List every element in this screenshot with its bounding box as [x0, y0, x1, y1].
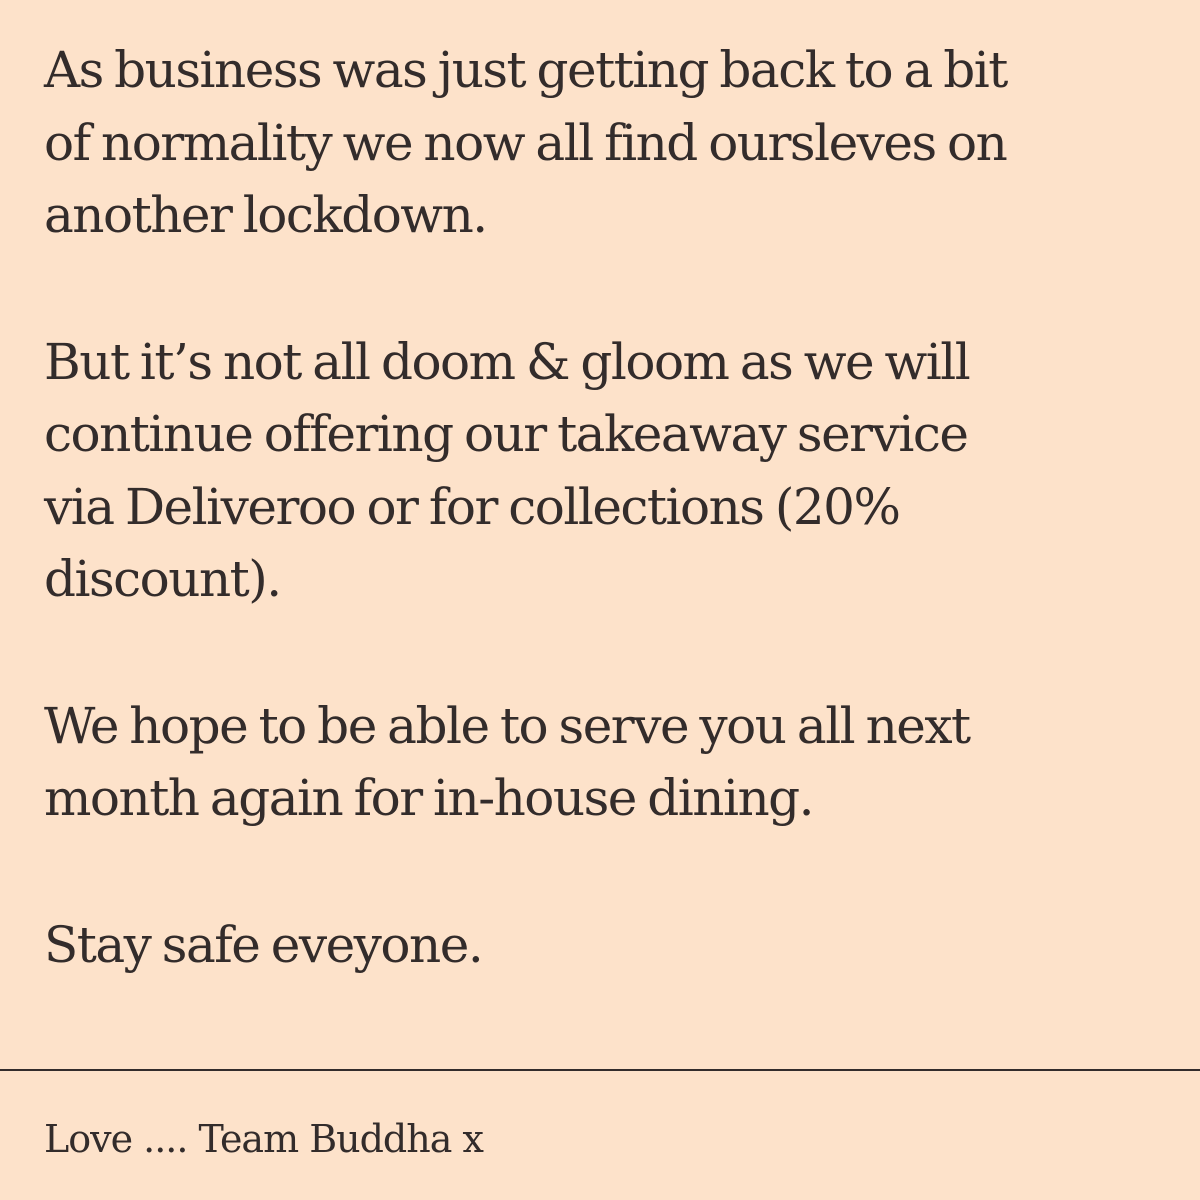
- paragraph-dining: [44, 690, 1164, 835]
- paragraph-lockdown: [44, 34, 1164, 252]
- text-line: discount).: [44, 550, 281, 608]
- text-line: We hope to be able to serve you all next: [44, 696, 970, 755]
- divider-line: [0, 1069, 1200, 1071]
- signoff-text: Love .... Team Buddha x: [44, 1117, 483, 1161]
- text-line: via Deliveroo or for collections (20%: [44, 477, 900, 536]
- paragraph-takeaway: [44, 326, 1164, 616]
- text-line: As business was just getting back to a bit: [44, 41, 1007, 99]
- text-line: Stay safe eveyone.: [44, 915, 483, 974]
- message-body: [44, 34, 1164, 1055]
- text-line: another lockdown.: [44, 186, 487, 244]
- text-line: of normality we now all find oursleves on: [44, 113, 1007, 172]
- text-line: month again for in-house dining.: [44, 769, 814, 827]
- text-line: continue offering our takeaway service: [44, 405, 968, 463]
- text-line: But it’s not all doom & gloom as we will: [44, 332, 970, 391]
- paragraph-stay-safe: [44, 909, 1164, 982]
